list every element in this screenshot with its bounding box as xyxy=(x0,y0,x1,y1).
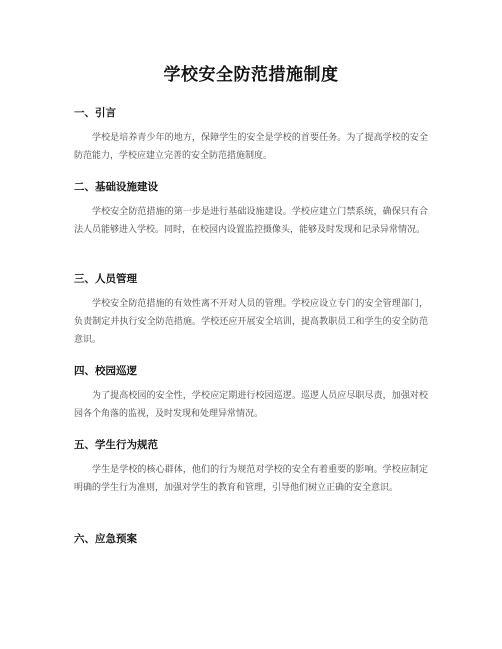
page-title: 学校安全防范措施制度 xyxy=(163,65,339,85)
section-introduction xyxy=(74,106,428,165)
section-body: 为了提高校园的安全性，学校应定期进行校园巡逻。巡逻人员应尽职尽责，加强对校园各个角落的监视，及时发现和处理异常情况。 xyxy=(74,391,428,419)
section-infrastructure xyxy=(74,180,428,239)
section-patrol xyxy=(74,364,428,423)
section-emergency-plan xyxy=(74,532,428,555)
section-heading: 三、人员管理 xyxy=(74,273,137,285)
section-body: 学校安全防范措施的第一步是进行基础设施建设。学校应建立门禁系统，确保只有合法人员能够进入学校。同时，在校园内设置监控摄像头，能够及时发现和记录异常情况。 xyxy=(74,207,428,235)
section-heading: 四、校园巡逻 xyxy=(74,365,137,377)
section-body: 学校是培养青少年的地方，保障学生的安全是学校的首要任务。为了提高学校的安全防范能力，学校应建立完善的安全防范措施制度。 xyxy=(74,133,428,161)
section-body: 学校安全防范措施的有效性离不开对人员的管理。学校应设立专门的安全管理部门，负责制定并执行安全防范措施。学校还应开展安全培训，提高教职员工和学生的安全防范意识。 xyxy=(74,299,428,345)
section-personnel xyxy=(74,272,428,349)
section-heading: 六、应急预案 xyxy=(74,533,137,545)
section-heading: 五、学生行为规范 xyxy=(74,439,158,451)
section-body: 学生是学校的核心群体，他们的行为规范对学校的安全有着重要的影响。学校应制定明确的学生行为准则，加强对学生的教育和管理，引导他们树立正确的安全意识。 xyxy=(74,465,428,493)
section-student-conduct xyxy=(74,438,428,497)
section-heading: 一、引言 xyxy=(74,107,116,119)
section-heading: 二、基础设施建设 xyxy=(74,181,158,193)
